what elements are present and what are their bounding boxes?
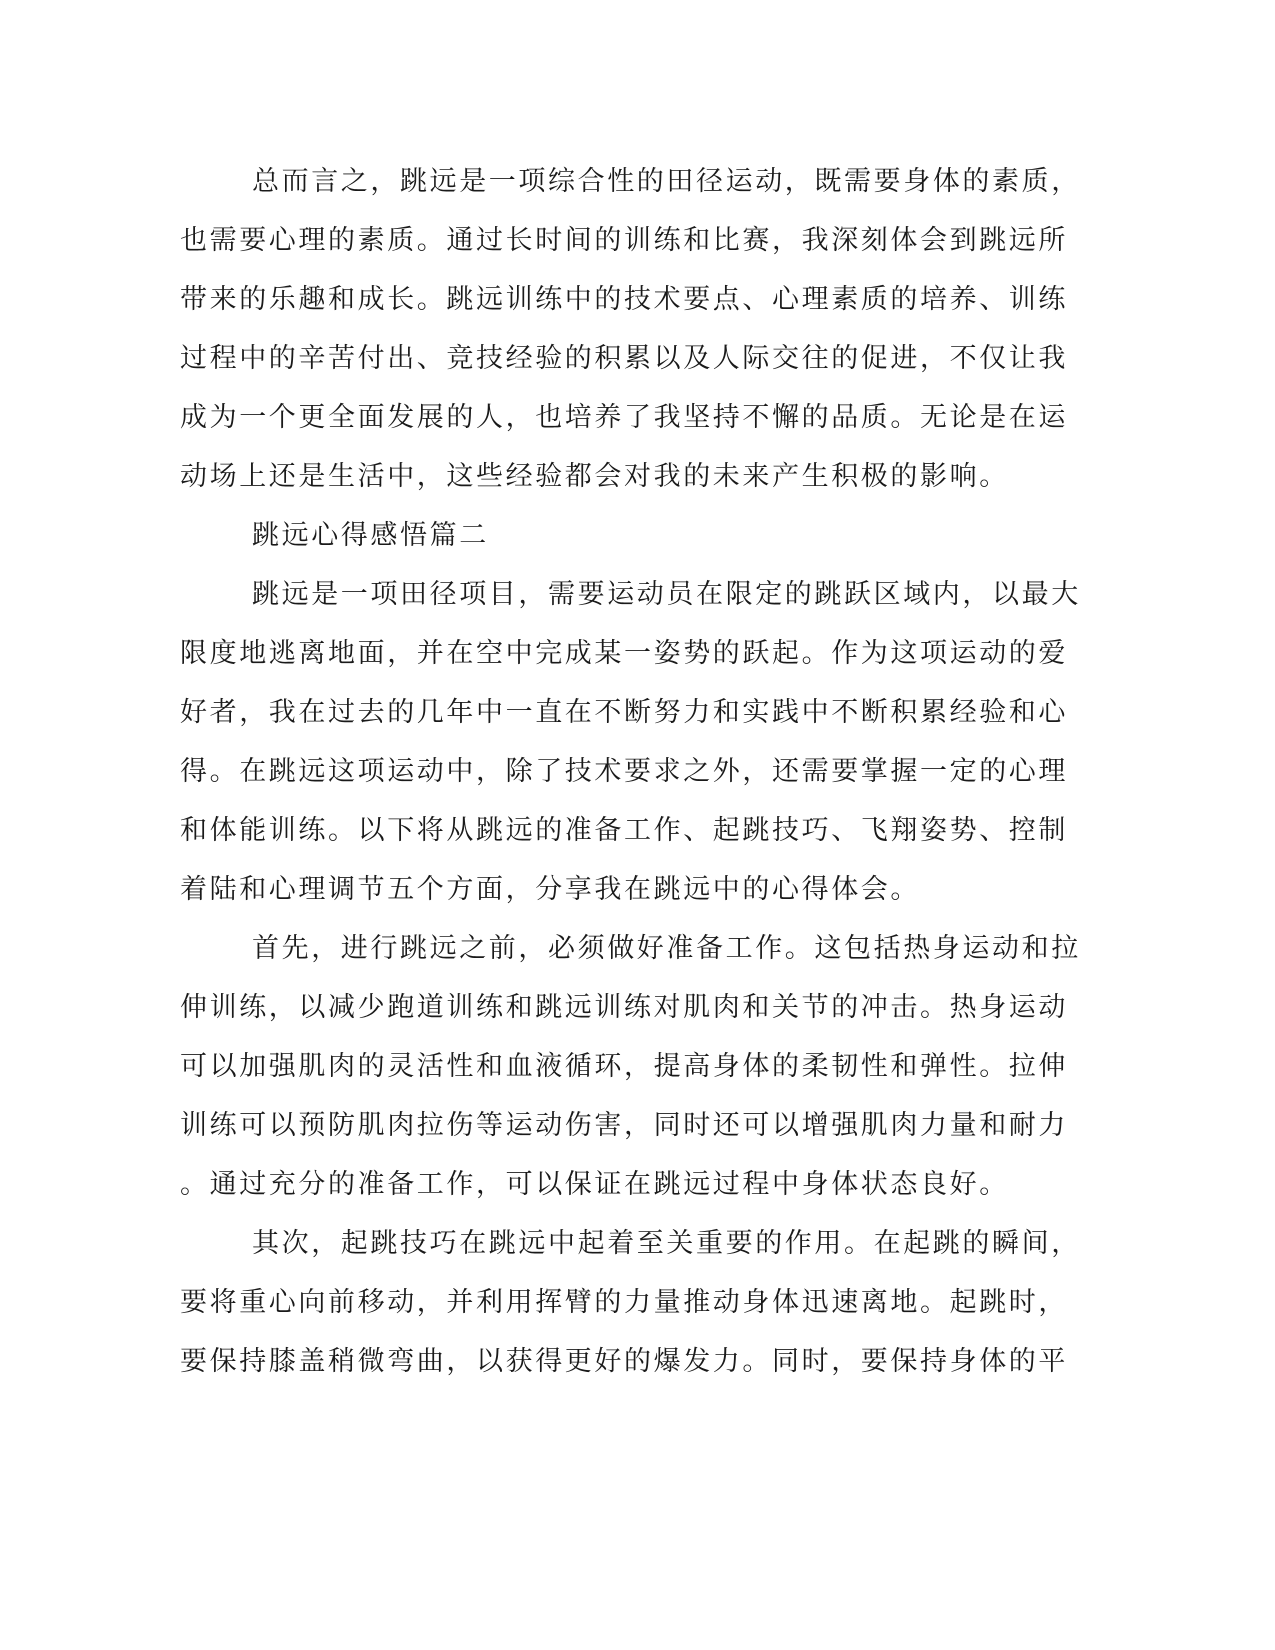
paragraph-1-line-1: 总而言之，跳远是一项综合性的田径运动，既需要身体的素质， (252, 166, 1081, 197)
paragraph-3-line-4: 训练可以预防肌肉拉伤等运动伤害，同时还可以增强肌肉力量和耐力 (180, 1110, 1068, 1141)
paragraph-3-line-2: 伸训练，以减少跑道训练和跳远训练对肌肉和关节的冲击。热身运动 (180, 992, 1068, 1023)
paragraph-4-line-1: 其次，起跳技巧在跳远中起着至关重要的作用。在起跳的瞬间， (252, 1228, 1081, 1259)
paragraph-1-line-4: 过程中的辛苦付出、竞技经验的积累以及人际交往的促进，不仅让我 (180, 343, 1068, 374)
paragraph-2-line-5: 和体能训练。以下将从跳远的准备工作、起跳技巧、飞翔姿势、控制 (180, 815, 1068, 846)
paragraph-2-line-4: 得。在跳远这项运动中，除了技术要求之外，还需要掌握一定的心理 (180, 756, 1068, 787)
paragraph-1-line-3: 带来的乐趣和成长。跳远训练中的技术要点、心理素质的培养、训练 (180, 284, 1068, 315)
paragraph-4-line-3: 要保持膝盖稍微弯曲，以获得更好的爆发力。同时，要保持身体的平 (180, 1346, 1068, 1377)
paragraph-2-line-3: 好者，我在过去的几年中一直在不断努力和实践中不断积累经验和心 (180, 697, 1068, 728)
paragraph-2-line-6: 着陆和心理调节五个方面，分享我在跳远中的心得体会。 (180, 874, 920, 905)
paragraph-3-line-3: 可以加强肌肉的灵活性和血液循环，提高身体的柔韧性和弹性。拉伸 (180, 1051, 1068, 1082)
paragraph-2-line-1: 跳远是一项田径项目，需要运动员在限定的跳跃区域内，以最大 (252, 579, 1081, 610)
paragraph-1-line-6: 动场上还是生活中，这些经验都会对我的未来产生积极的影响。 (180, 461, 1009, 492)
paragraph-4-line-2: 要将重心向前移动，并利用挥臂的力量推动身体迅速离地。起跳时， (180, 1287, 1068, 1318)
section-heading: 跳远心得感悟篇二 (252, 520, 489, 551)
paragraph-1-line-5: 成为一个更全面发展的人，也培养了我坚持不懈的品质。无论是在运 (180, 402, 1068, 433)
paragraph-1-line-2: 也需要心理的素质。通过长时间的训练和比赛，我深刻体会到跳远所 (180, 225, 1068, 256)
paragraph-2-line-2: 限度地逃离地面，并在空中完成某一姿势的跃起。作为这项运动的爱 (180, 638, 1068, 669)
paragraph-3-line-1: 首先，进行跳远之前，必须做好准备工作。这包括热身运动和拉 (252, 933, 1081, 964)
paragraph-3-line-5: 。通过充分的准备工作，可以保证在跳远过程中身体状态良好。 (180, 1169, 1009, 1200)
